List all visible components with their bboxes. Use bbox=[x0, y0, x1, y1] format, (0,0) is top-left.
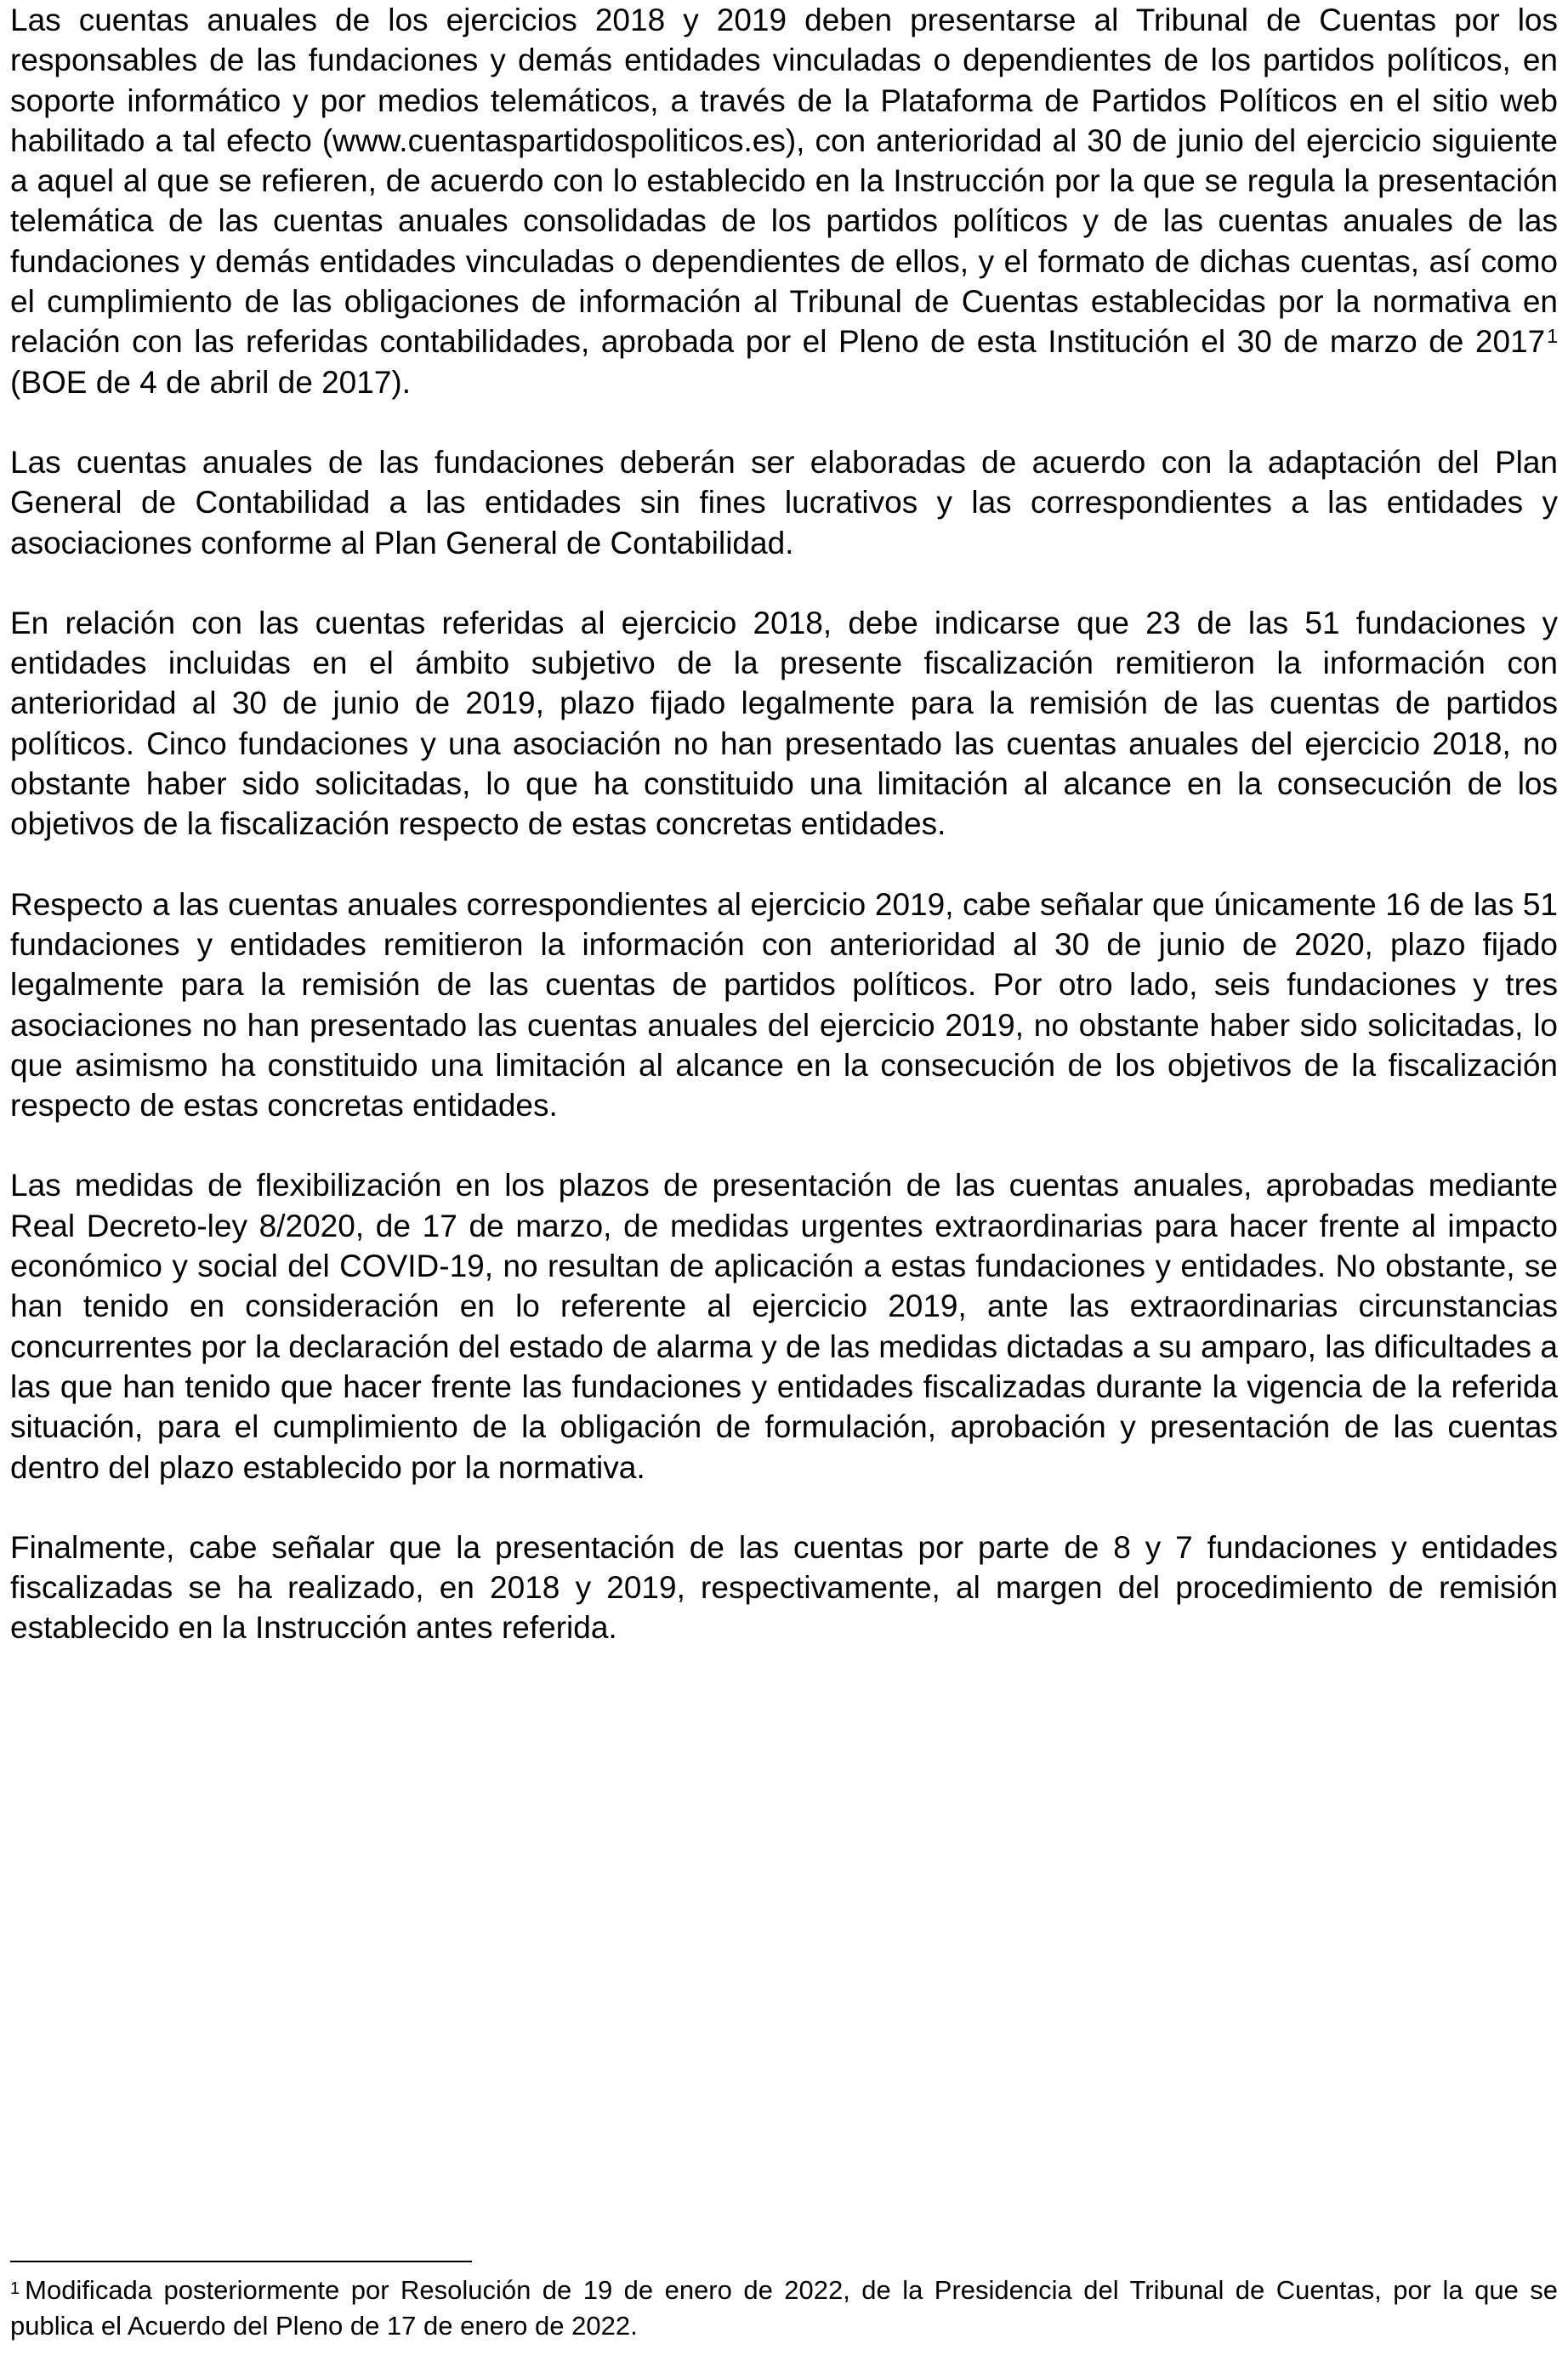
paragraph-covid-measures: Las medidas de flexibilización en los plazos de presentación de las cuentas anuales, aprobadas mediante Real Decreto-ley 8/2020, de 17 de marzo, de medidas urgentes extraordinarias para hacer frente al impacto económico y social del COVID-19, no resultan de aplicación a estas fundaciones y entidades. No obstante, se han tenido en consideración en lo referente al ejercicio 2019, ante las extraordinarias circunstancias concurrentes por la declaración del estado de alarma y de las medidas dictadas a su amparo, las dificultades a las que han tenido que hacer frente las fundaciones y entidades fiscalizadas durante la vigencia de la referida situación, para el cumplimiento de la obligación de formulación, aprobación y presentación de las cuentas dentro del plazo establecido por la normativa. bbox=[10, 1168, 1558, 1485]
footnote-mark: 1 bbox=[10, 2279, 20, 2298]
paragraph-2018-accounts: En relación con las cuentas referidas al ejercicio 2018, debe indicarse que 23 de las 51 fundaciones y entidades incluidas en el ámbito subjetivo de la presente fiscalización remitieron la información con anterioridad al 30 de junio de 2019, plazo fijado legalmente para la remisión de las cuentas de partidos políticos. Cinco fundaciones y una asociación no han presentado las cuentas anuales del ejercicio 2018, no obstante haber sido solicitadas, lo que ha constituido una limitación al alcance en la consecución de los objetivos de la fiscalización respecto de estas concretas entidades. bbox=[10, 605, 1558, 842]
paragraph-2019-accounts: Respecto a las cuentas anuales correspondientes al ejercicio 2019, cabe señalar que únicamente 16 de las 51 fundaciones y entidades remitieron la información con anterioridad al 30 de junio de 2020, plazo fijado legalmente para la remisión de las cuentas de partidos políticos. Por otro lado, seis fundaciones y tres asociaciones no han presentado las cuentas anuales del ejercicio 2019, no obstante haber sido solicitadas, lo que asimismo ha constituido una limitación al alcance en la consecución de los objetivos de la fiscalización respecto de estas concretas entidades. bbox=[10, 886, 1558, 1124]
paragraph-text-continued: (BOE de 4 de abril de 2017). bbox=[10, 364, 412, 400]
paragraph-presentation-rules bbox=[10, 0, 1558, 402]
footnote-separator bbox=[10, 2261, 472, 2262]
paragraph-text: Las cuentas anuales de los ejercicios 2018 y 2019 deben presentarse al Tribunal de Cuentas por los responsables de las fundaciones y demás entidades vinculadas o dependientes de los partidos políticos, en soporte informático y por medios telemáticos, a través de la Plataforma de Partidos Políticos en el sitio web habilitado a tal efecto (www.cuentaspartidospoliticos.es), con anterioridad al 30 de junio del ejercicio siguiente a aquel al que se refieren, de acuerdo con lo establecido en la Instrucción por la que se regula la presentación telemática de las cuentas anuales consolidadas de los partidos políticos y de las cuentas anuales de las fundaciones y demás entidades vinculadas o dependientes de ellos, y el formato de dichas cuentas, así como el cumplimiento de las obligaciones de información al Tribunal de Cuentas establecidas por la normativa en relación con las referidas contabilidades, aprobada por el Pleno de esta Institución el 30 de marzo de 2017 bbox=[10, 3, 1558, 360]
footnote-reference[interactable]: 1 bbox=[1547, 325, 1558, 348]
paragraph-conclusion: Finalmente, cabe señalar que la presentación de las cuentas por parte de 8 y 7 fundaciones y entidades fiscalizadas se ha realizado, en 2018 y 2019, respectivamente, al margen del procedimiento de remisión establecido en la Instrucción antes referida. bbox=[10, 1529, 1558, 1646]
document-body bbox=[10, 0, 1558, 1648]
paragraph-accounting-plan: Las cuentas anuales de las fundaciones deberán ser elaboradas de acuerdo con la adaptación del Plan General de Contabilidad a las entidades sin fines lucrativos y las correspondientes a las entidades y asociaciones conforme al Plan General de Contabilidad. bbox=[10, 444, 1558, 560]
footnote-text: Modificada posteriormente por Resolución de 19 de enero de 2022, de la Presidencia del Tribunal de Cuentas, por la que se publica el Acuerdo del Pleno de 17 de enero de 2022. bbox=[10, 2275, 1558, 2341]
footnote bbox=[10, 2273, 1558, 2344]
